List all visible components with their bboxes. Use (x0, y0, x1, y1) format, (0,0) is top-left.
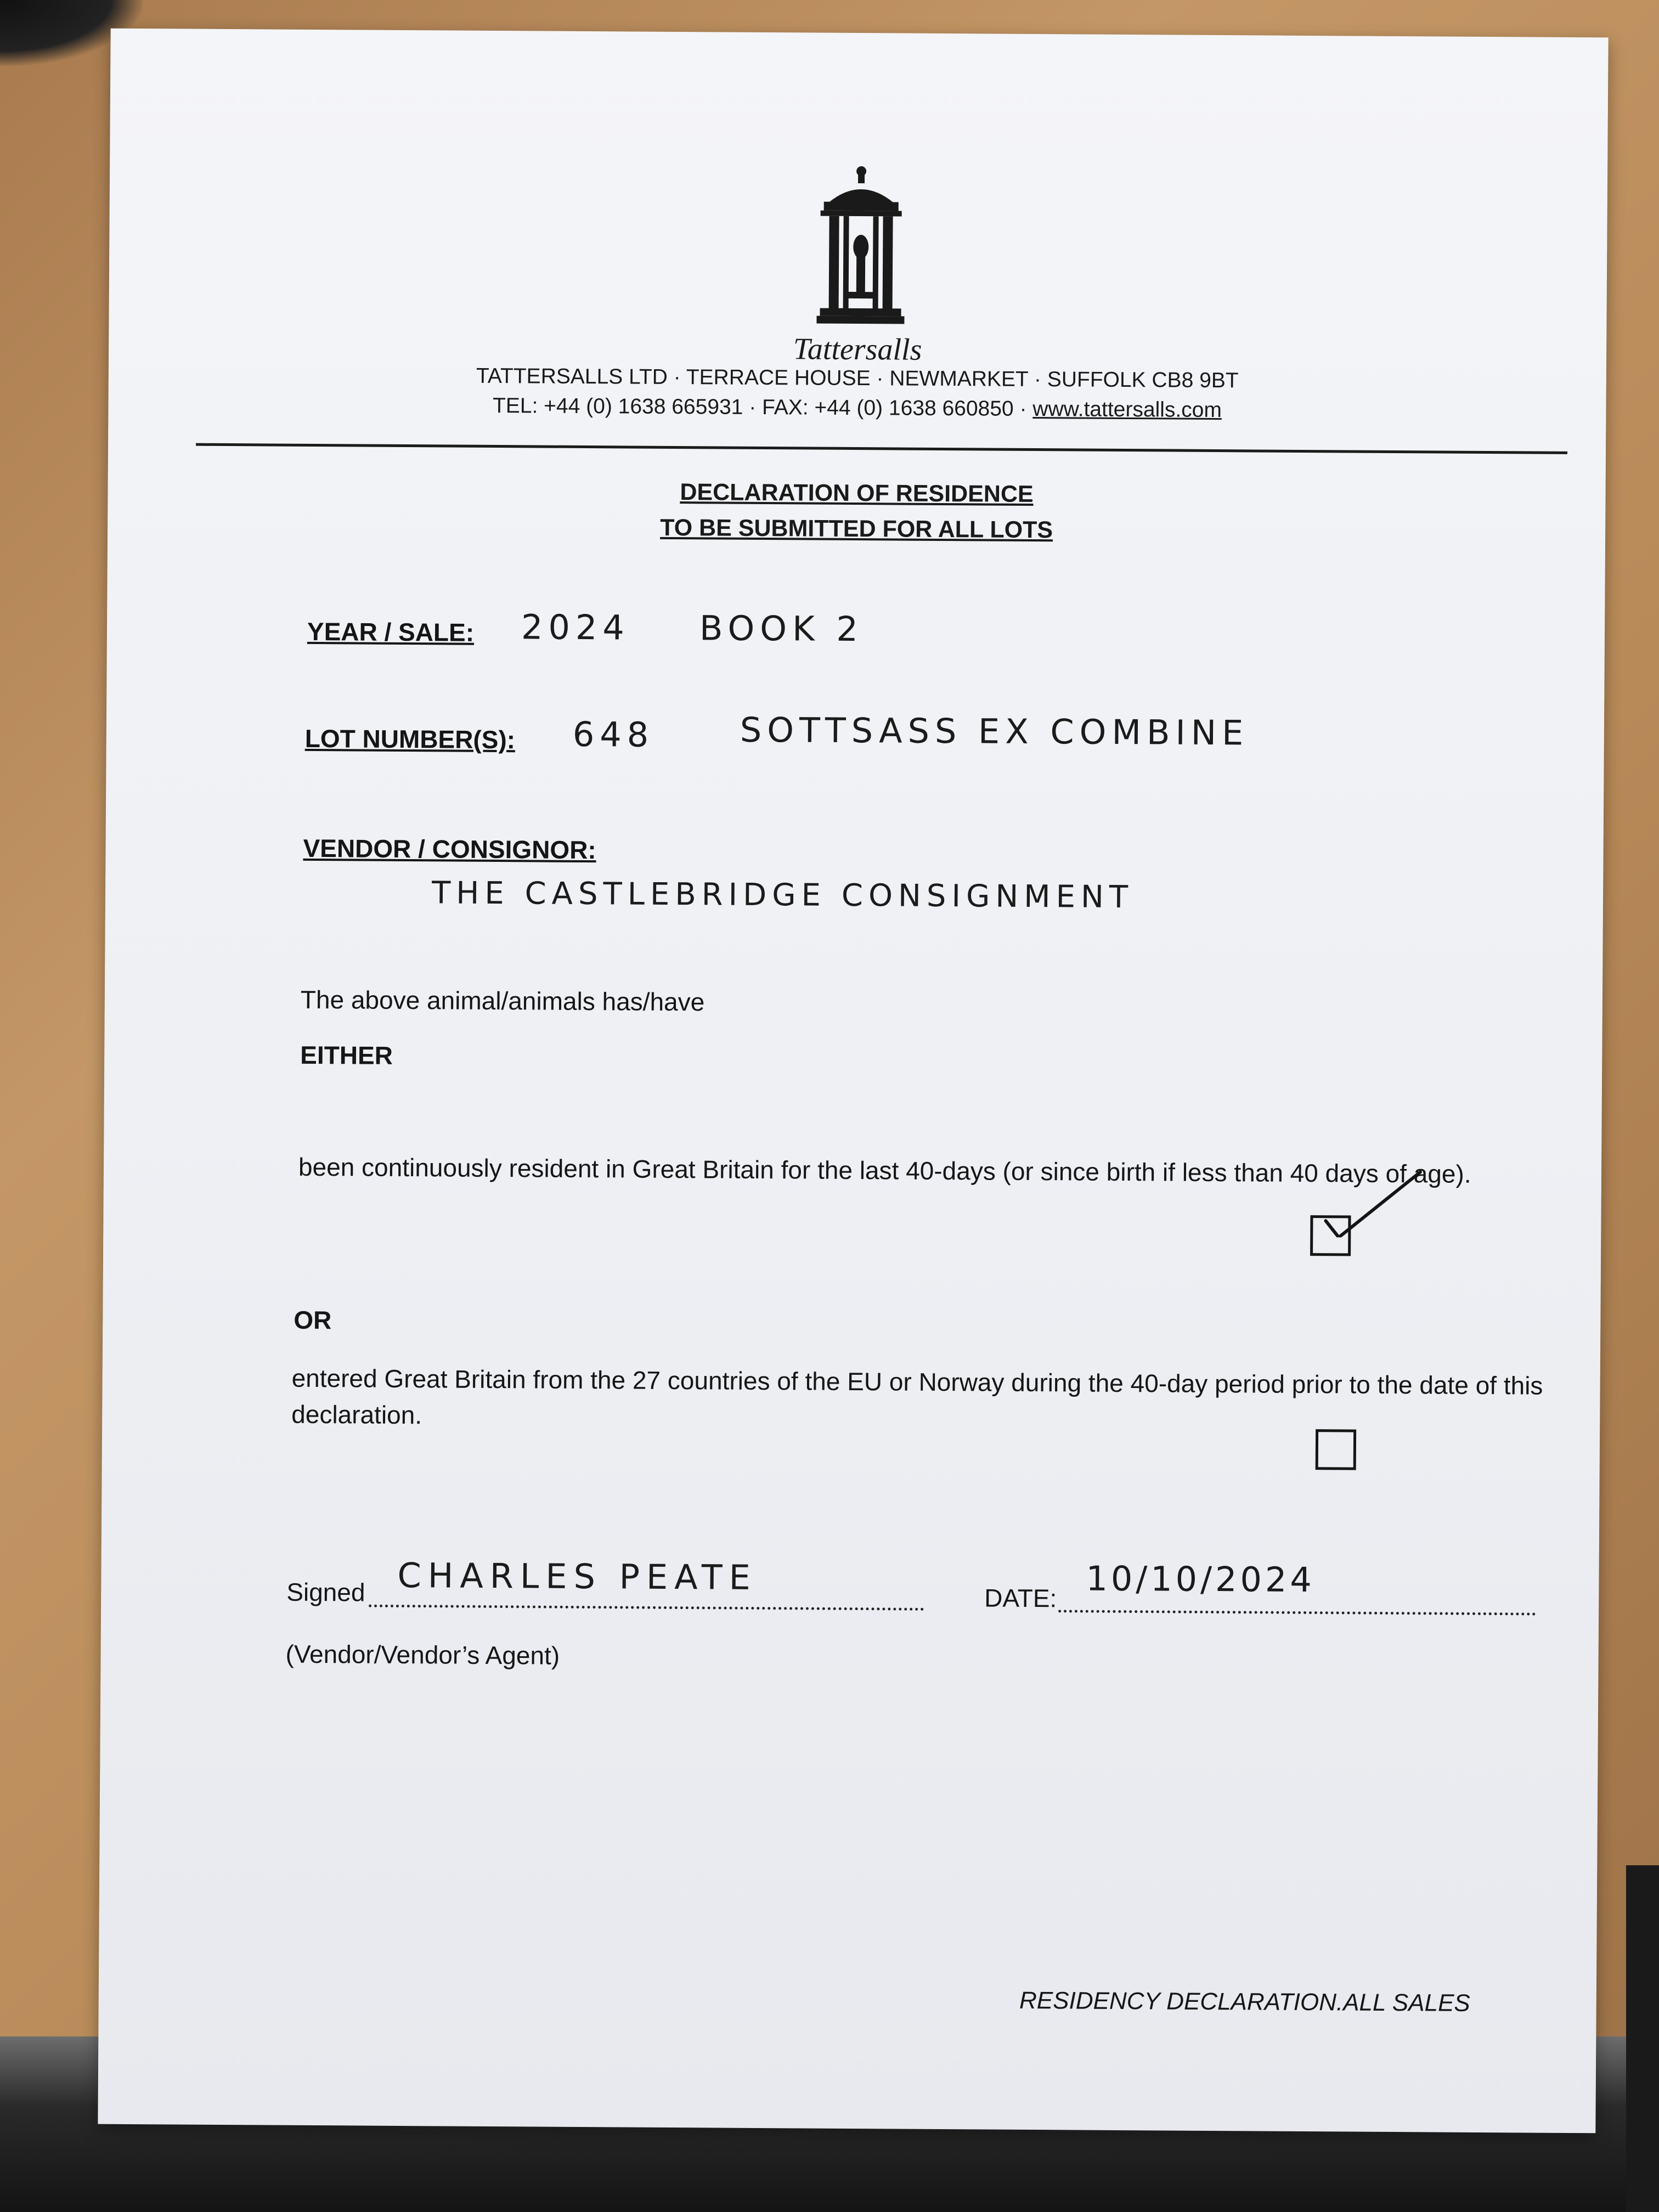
lot-number-value[interactable]: 648 (572, 714, 654, 755)
declaration-form (98, 29, 1608, 2134)
sale-value[interactable]: BOOK 2 (699, 608, 864, 650)
form-title: DECLARATION OF RESIDENCE (680, 479, 1034, 507)
lot-number-label: LOT NUMBER(S): (304, 724, 516, 754)
contact-numbers: TEL: +44 (0) 1638 665931 · FAX: +44 (0) 1638 660850 · (492, 393, 1033, 421)
website-link[interactable]: www.tattersalls.com (1032, 397, 1222, 422)
vendor-value[interactable]: THE CASTLEBRIDGE CONSIGNMENT (431, 875, 1134, 916)
vendor-label: VENDOR / CONSIGNOR: (303, 833, 596, 865)
signature-value[interactable]: CHARLES PEATE (397, 1555, 758, 1598)
option-resident-text: been continuously resident in Great Britain for the last 40-days (or since birth if less than 40 days of age). (298, 1152, 1471, 1188)
signature-line (369, 1605, 924, 1611)
option-eu-text: entered Great Britain from the 27 countries of the EU or Norway during the 40-day period prior to the date of this declaration. (291, 1363, 1543, 1430)
or-label: OR (294, 1305, 332, 1335)
option-eu-checkbox[interactable] (1316, 1429, 1356, 1470)
form-footer: RESIDENCY DECLARATION.ALL SALES (1019, 1987, 1470, 2017)
company-address: TATTERSALLS LTD · TERRACE HOUSE · NEWMARKET · SUFFOLK CB8 9BT (476, 364, 1239, 393)
signed-label: Signed (286, 1577, 365, 1607)
year-value[interactable]: 2024 (521, 607, 630, 648)
date-label: DATE: (984, 1583, 1057, 1613)
either-label: EITHER (300, 1040, 393, 1070)
tattersalls-logo-icon (816, 165, 905, 330)
floor-side (1626, 1865, 1659, 2212)
lot-name-value[interactable]: SOTTSASS EX COMBINE (740, 709, 1249, 753)
company-contact (108, 392, 1606, 425)
date-line (1058, 1610, 1536, 1615)
intro-text: The above animal/animals has/have (300, 985, 705, 1017)
form-subtitle: TO BE SUBMITTED FOR ALL LOTS (660, 514, 1053, 544)
header-divider (196, 443, 1567, 454)
signer-role: (Vendor/Vendor’s Agent) (285, 1639, 560, 1670)
checkmark-icon (1316, 1155, 1426, 1238)
brand-name: Tattersalls (793, 332, 922, 367)
year-sale-label: YEAR / SALE: (307, 617, 475, 647)
date-value[interactable]: 10/10/2024 (1086, 1558, 1316, 1600)
